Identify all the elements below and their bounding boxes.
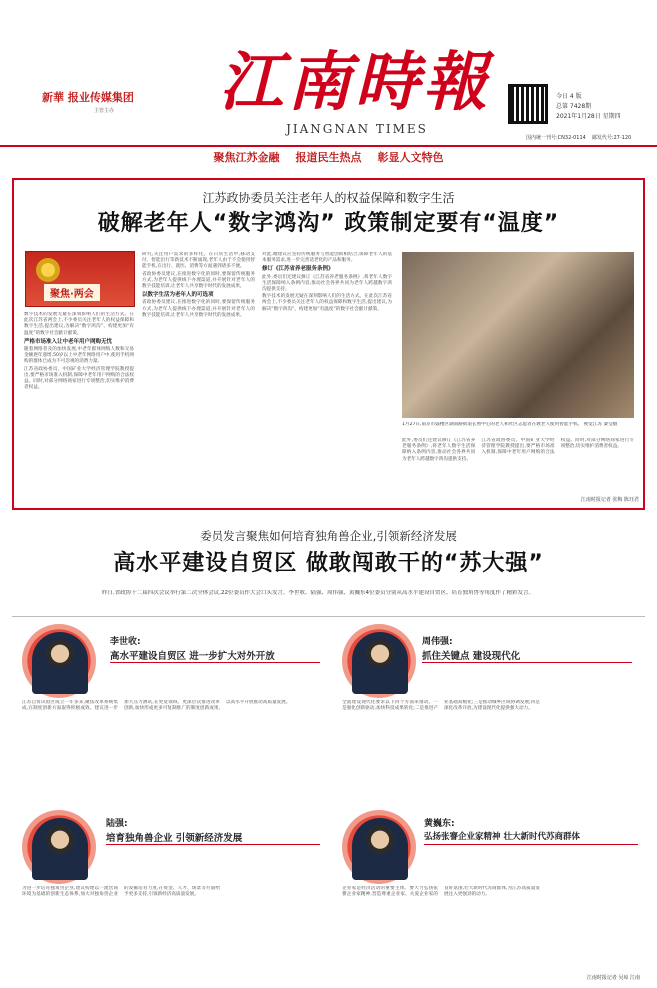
slogan-3: 彰显人文特色: [377, 151, 444, 164]
lead-body-col2: [142, 252, 255, 497]
group-logo: [42, 86, 182, 114]
lead-paragraph: 研究,关注用户需求的多样化。在日常生活中,移动支付、智能出行等新技术不断涌现,老年人由于不会使用智能手机,在出行、就医、消费等方面遇到诸多不便。: [142, 252, 255, 270]
slogan-bar: [0, 149, 657, 167]
speaker-topic: 高水平建设自贸区 进一步扩大对外开放: [110, 651, 275, 662]
speaker-topic: 培育独角兽企业 引领新经济发展: [106, 833, 243, 844]
speaker-name: 陆强:: [106, 819, 128, 829]
second-headline: 高水平建设自贸区 做敢闯敢干的“苏大强”: [113, 551, 544, 576]
masthead-title: 江南時報: [219, 45, 491, 120]
slogan-2: 报道民生热点: [295, 151, 362, 164]
emblem-icon: [36, 258, 60, 282]
speaker-name: 黄巍东:: [424, 819, 455, 829]
masthead-rule: [0, 145, 657, 147]
speaker-body: 全面建设现代化要求以下四个方面来推动。一是强化创新驱动,加快科技成果转化;二是推进产业基础高级化;三是推动城乡区域协调发展;四是深化改革开放,为建设现代化提供强大动力。: [342, 700, 540, 712]
speaker-body: 为进一步培育独角兽企业,建议构建以一流营商环境为基础的创新生态体系,加大对独角兽企业的发掘培育力度,在资金、人才、场景等方面给予更多支持,引领新经济高质量发展。: [22, 886, 220, 898]
post-code: 邮发代号:27-120: [591, 135, 632, 141]
lead-paragraph: 数字技术的发展无疑在深刻影响人们的生活方式。在此次江苏省两会上,不少委员关注老年人的权益保障和数字生活,提出建议,为解决“数字鸿沟”、构建更加“有温度”的数字社会献计献策。: [262, 294, 392, 312]
lead-paragraph: 省政协委员建议,在推进数字化的同时,要保留传统服务方式,为老年人提供线下办理渠道,并开展针对老年人的数字技能培训,让老年人共享数字时代的发展成果。: [142, 300, 255, 318]
lead-photo-caption: 1月27日,南京市鼓楼区湖南路街道长照中心的老人和社区志愿者在教老人使用智能手机。 视觉江苏 秦莹摄: [402, 422, 618, 427]
speaker-body: 企业家是经济活动的重要主体。要大力弘扬张謇企业家精神,营造尊重企业家、关爱企业家的良好氛围,壮大新时代苏商群体,为江苏高质量发展注入更强劲的动力。: [342, 886, 540, 898]
issue-date: 2021年1月28日 星期四: [556, 113, 621, 120]
lead-photo: [402, 252, 634, 418]
slogan-1: 聚焦江苏金融: [213, 151, 280, 164]
group-logo-sub: 主管主办: [94, 108, 115, 114]
speaker-portrait: [32, 818, 88, 880]
lead-body-col1: [24, 312, 134, 497]
lead-story: [12, 178, 645, 510]
lead-subhead-1: 严格市场准入让中老年用户网购无忧: [24, 338, 113, 345]
speaker-topic: 抓住关键点 建设现代化: [422, 651, 521, 662]
lead-headline: 破解老年人“数字鸿沟” 政策制定要有“温度”: [97, 211, 560, 236]
speaker-topic-rule: [106, 844, 320, 845]
speaker-portrait: [352, 632, 408, 694]
section-divider: [12, 616, 645, 617]
second-story: [12, 528, 645, 988]
issue-pages: 今日 4 版: [556, 93, 582, 100]
lead-paragraph: 此外,委员们还建议修订《江苏省养老服务条例》,将老年人数字生活保障纳入条例内容,推动社会各界共同为老年人跨越数字鸿沟提供支持。: [402, 438, 476, 462]
lead-body-col3: [262, 252, 392, 497]
lead-paragraph: 随着网络普及的加快发展,中老年群体网购人数和交易金额逐年递增,50岁以上中老年网络用户中,使用手机网购的群体已成为不可忽视的消费力量。: [24, 347, 134, 365]
lead-badge: [25, 251, 135, 307]
registration-line: [526, 134, 656, 141]
masthead: [0, 0, 657, 150]
speaker-name: 周伟强:: [422, 637, 453, 647]
qr-code-icon: [508, 84, 548, 124]
speaker-topic-rule: [422, 662, 632, 663]
speaker-topic: 弘扬张謇企业家精神 壮大新时代苏商群体: [424, 832, 580, 842]
cn-number: 国内统一刊号:CN32-0114: [526, 135, 586, 141]
speaker-portrait: [352, 818, 408, 880]
lead-paragraph: 省政协委员建议,在推进数字化的同时,要保留传统服务方式,为老年人提供线下办理渠道,并开展针对老年人的数字技能培训,让老年人共享数字时代的发展成果。: [142, 271, 255, 290]
lead-subhead-2: 以数字生活为老年人的可选项: [142, 292, 214, 299]
issue-number: 总第 7428期: [556, 103, 592, 110]
speaker-portrait: [32, 632, 88, 694]
lead-author: 江南时报记者 张梅 陈珏君: [580, 497, 639, 503]
reporter-credit: 江南时报记者 吴琼 江南: [586, 975, 640, 981]
lead-badge-label: 聚焦·两会: [44, 284, 100, 301]
speaker-topic-rule: [424, 844, 638, 845]
second-kicker: 委员发言聚焦如何培育独角兽企业,引领新经济发展: [200, 529, 457, 543]
speaker-topic-rule: [110, 662, 320, 663]
lead-paragraph: 江苏省政协委员、中国矿业大学经济管理学院教授提出,要严格市场准入机制,保障中老年用户网购的合法权益。同时,对部分网络商家进行专项整治,切实维护消费者权益。: [24, 366, 134, 391]
group-logo-text: 新華 报业传媒集团: [42, 91, 134, 104]
lead-paragraph: 此外,委员们还建议修订《江苏省养老服务条例》,将老年人数字生活保障纳入条例内容,推动社会各界共同为老年人跨越数字鸿沟提供支持。: [262, 274, 392, 293]
lead-kicker: 江苏政协委员关注老年人的权益保障和数字生活: [202, 191, 455, 205]
issue-info: [556, 92, 656, 122]
lead-paragraph: 对此,她建议应坚持传统服务与智能创新相结合,保障老年人的基本服务需求,进一步完善适老化的产品和服务。: [262, 252, 392, 264]
speaker-body: 江苏自贸试验区成立一年多来,聚焦改革系统集成,在制度创新方面取得积极成效。建议进一步加大压力测试,在更宽领域、更深层次推进改革创新,加快形成更多可复制推广的制度创新成果,以高水平开放推动高质量发展。: [22, 700, 291, 712]
lead-paragraph: 数字技术的发展无疑在深刻影响人们的生活方式。在此次江苏省两会上,不少委员关注老年人的权益保障和数字生活,提出建议,为解决“数字鸿沟”、构建更加“有温度”的数字社会献计献策。: [24, 312, 134, 336]
second-intro: 昨日,省政协十二届四次会议举行第二次全体会议,22位委员作大会口头发言。李世收、陆强、周伟强、黄巍东4位委员分别从高水平建设自贸区、培育独角兽等角度作了精彩发言。: [102, 590, 535, 596]
masthead-pinyin: JIANGNAN TIMES: [286, 122, 428, 136]
lead-paragraph: 江苏省政协委员、中国矿业大学经济管理学院教授提出,要严格市场准入机制,保障中老年用户网购的合法权益。同时,对部分网络商家进行专项整治,切实维护消费者权益。: [481, 438, 634, 456]
lead-body-col4: [402, 438, 634, 494]
speaker-name: 李世收:: [110, 637, 141, 647]
lead-subhead-3: 修订《江苏省养老服务条例》: [262, 266, 334, 273]
